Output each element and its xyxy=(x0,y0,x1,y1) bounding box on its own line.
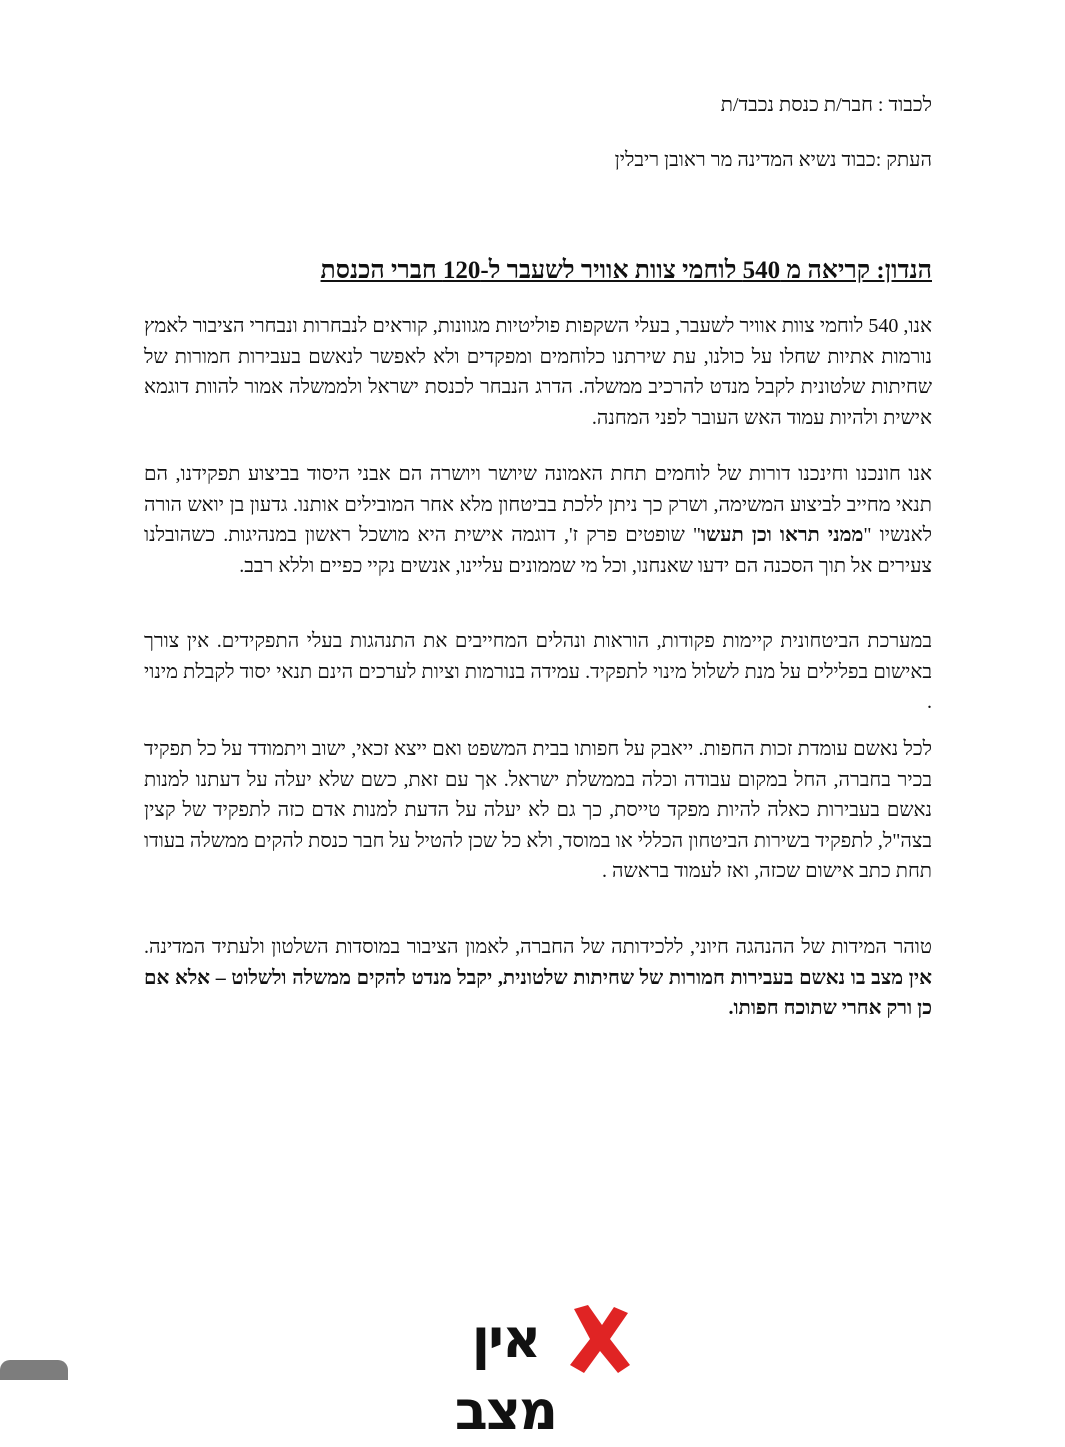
paragraph-2-text-start: אנו חונכנו וחינכנו דורות של לוחמים תחת האמונה שיושר ויושרה הם אבני היסוד בביצוע תפקידנו, הם תנאי מחייב לביצוע המשימה, ושרק כך ניתן ללכת בביטחון מלא אחר המובילים אותנו. גדעון בן יואש הורה לאנשיו " xyxy=(144,463,932,546)
logo-text: אין מצב xyxy=(454,1307,557,1442)
x-mark-svg xyxy=(568,1303,632,1375)
paragraph-3: במערכת הביטחונית קיימות פקודות, הוראות ונהלים המחייבים את התנהגות בעלי התפקידים. אין צורך באישום בפלילים על מנת לשלול מינוי לתפקיד. עמידה בנורמות וציות לערכים הינם תנאי יסוד לקבלת מינוי . xyxy=(144,630,932,713)
copy-to-line: העתק :כבוד נשיא המדינה מר ראובן ריבלין xyxy=(614,149,932,171)
addressee-line: לכבוד : חבר/ת כנסת נכבד/ת xyxy=(720,94,932,116)
paragraph-1: אנו, 540 לוחמי צוות אוויר לשעבר, בעלי השקפות פוליטיות מגוונות, קוראים לנבחרות ונבחרי הציבור לאמץ נורמות אתיות שחלו על כולנו, עת שירתנו כלוחמים ומפקדים ולא לאפשר לנאשם בעבירות חמורות של שחיתות שלטונית לקבל מנדט להרכיב ממשלה. הדרג הנבחר לכנסת ישראל ולממשלה אמור להוות דוגמא אישית ולהיות עמוד האש העובר לפני המחנה. xyxy=(144,315,933,429)
x-mark-icon xyxy=(568,1303,632,1375)
paragraph-2 xyxy=(144,459,932,581)
paragraph-4: לכל נאשם עומדת זכות החפות. ייאבק על חפותו בבית המשפט ואם ייצא זכאי, ישוב ויתמודד על כל תפקיד בכיר בחברה, החל במקום עבודה וכלה בממשלת ישראל. אך עם זאת, כשם שלא יעלה על דעתנו למנות נאשם בעבירות כאלה להיות מפקד טייסת, כך גם לא יעלה על הדעת למנות אדם כזה לתפקיד של קצין בצה"ל, לתפקיד בשירות הביטחון הכללי או במוסד, ולא כל שכן להטיל על חבר כנסת להקים ממשלה בעודו תחת כתב אישום שכזה, ואז לעמוד בראשה . xyxy=(144,738,932,882)
paragraph-5-bold-statement: אין מצב בו נאשם בעבירות חמורות של שחיתות שלטונית, יקבל מנדט להקים ממשלה ולשלוט – אלא אם כן ורק אחרי שתוכח חפותו. xyxy=(144,966,932,1019)
paragraph-2-text-end: " שופטים פרק ז', דוגמה אישית היא מושכל ראשון במנהיגות. כשהובלנו צעירים אל תוך הסכנה הם ידעו שאנחנו, וכל מי שממונים עליינו, אנשים נקיי כפיים וללא רבב. xyxy=(144,524,932,577)
corner-tab xyxy=(0,1360,68,1380)
ein-matzav-logo xyxy=(418,1303,632,1442)
paragraph-5-text: טוהר המידות של ההנהגה חיוני, ללכידותה של החברה, לאמון הציבור במוסדות השלטון ולעתיד המדינה. xyxy=(144,936,932,958)
x-mark-shape xyxy=(570,1305,630,1373)
paragraph-2-quote: ממני תראו וכן תעשו xyxy=(701,524,864,546)
subject-heading: הנדון: קריאה מ 540 לוחמי צוות אוויר לשעבר ל-120 חברי הכנסת xyxy=(320,257,932,284)
paragraph-5 xyxy=(144,932,932,1024)
